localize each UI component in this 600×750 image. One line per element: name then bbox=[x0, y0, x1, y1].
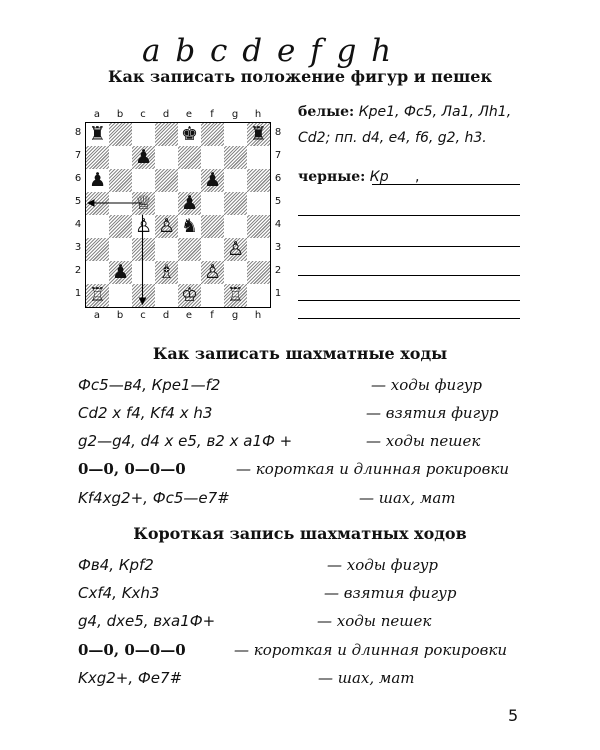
file-label-top: e bbox=[185, 109, 193, 120]
move-description: — короткая и длинная рокировки bbox=[236, 460, 509, 478]
move-description: — ходы пешек bbox=[366, 432, 481, 450]
chess-piece: ♕ bbox=[134, 192, 153, 214]
black-label: черные: bbox=[298, 169, 366, 185]
rank-label-left: 4 bbox=[74, 219, 82, 230]
move-notation: 0—0, 0—0—0 bbox=[78, 460, 186, 478]
chess-piece: ♟ bbox=[88, 169, 107, 191]
square-b3 bbox=[109, 238, 132, 261]
move-notation: Фв4, Крf2 bbox=[78, 556, 154, 574]
answer-line-2 bbox=[298, 215, 520, 216]
file-label-bottom: c bbox=[140, 310, 146, 321]
rank-label-left: 5 bbox=[74, 196, 82, 207]
square-a5 bbox=[86, 192, 109, 215]
rank-label-right: 3 bbox=[274, 242, 282, 253]
move-description: — шах, мат bbox=[318, 669, 415, 687]
square-a3 bbox=[86, 238, 109, 261]
square-d5 bbox=[155, 192, 178, 215]
move-description: — взятия фигур bbox=[324, 584, 457, 602]
rank-label-right: 6 bbox=[274, 173, 282, 184]
square-b8 bbox=[109, 123, 132, 146]
square-f4 bbox=[201, 215, 224, 238]
answer-line-6 bbox=[298, 318, 520, 319]
square-c5 bbox=[132, 192, 155, 215]
page-number: 5 bbox=[508, 706, 519, 725]
notation-row bbox=[0, 556, 600, 582]
rank-label-right: 7 bbox=[274, 150, 282, 161]
chess-piece: ♟ bbox=[180, 192, 199, 214]
chess-piece: ♔ bbox=[180, 284, 199, 306]
square-e6 bbox=[178, 169, 201, 192]
square-c7 bbox=[132, 146, 155, 169]
notation-row bbox=[0, 584, 600, 610]
file-label-bottom: b bbox=[116, 310, 124, 321]
square-e5 bbox=[178, 192, 201, 215]
square-c4 bbox=[132, 215, 155, 238]
notation-row bbox=[0, 432, 600, 458]
move-description: — ходы пешек bbox=[317, 612, 432, 630]
black-comma: , bbox=[415, 169, 420, 185]
square-f7 bbox=[201, 146, 224, 169]
square-a8 bbox=[86, 123, 109, 146]
file-label-top: b bbox=[116, 109, 124, 120]
white-pieces-text-2: Cd2; пп. d4, e4, f6, g2, h3. bbox=[298, 130, 487, 146]
rank-label-left: 8 bbox=[74, 127, 82, 138]
square-d4 bbox=[155, 215, 178, 238]
chess-piece: ♖ bbox=[226, 284, 245, 306]
square-h6 bbox=[247, 169, 270, 192]
square-c6 bbox=[132, 169, 155, 192]
square-e3 bbox=[178, 238, 201, 261]
section-title-position: Как записать положение фигур и пешек bbox=[107, 67, 492, 86]
square-g3 bbox=[224, 238, 247, 261]
square-e8 bbox=[178, 123, 201, 146]
square-b1 bbox=[109, 284, 132, 307]
chess-piece: ♚ bbox=[180, 123, 199, 145]
white-pieces-text: Кре1, Фс5, Ла1, Лh1, bbox=[358, 104, 512, 120]
move-description: — взятия фигур bbox=[366, 404, 499, 422]
file-label-bottom: h bbox=[254, 310, 262, 321]
rank-label-right: 5 bbox=[274, 196, 282, 207]
chess-piece: ♙ bbox=[134, 215, 153, 237]
chess-piece: ♟ bbox=[203, 169, 222, 191]
square-a7 bbox=[86, 146, 109, 169]
move-notation: g4, dxe5, вxа1Ф+ bbox=[78, 612, 216, 630]
move-description: — шах, мат bbox=[359, 489, 456, 507]
square-b4 bbox=[109, 215, 132, 238]
chess-piece: ♜ bbox=[249, 123, 268, 145]
notation-row bbox=[0, 404, 600, 430]
square-b2 bbox=[109, 261, 132, 284]
notation-row bbox=[0, 376, 600, 402]
square-f2 bbox=[201, 261, 224, 284]
square-h5 bbox=[247, 192, 270, 215]
file-label-top: a bbox=[93, 109, 101, 120]
move-notation: Cxf4, Kxh3 bbox=[78, 584, 160, 602]
square-g2 bbox=[224, 261, 247, 284]
file-label-top: g bbox=[231, 109, 239, 120]
black-position-line bbox=[298, 169, 420, 185]
square-f5 bbox=[201, 192, 224, 215]
move-description: — ходы фигур bbox=[327, 556, 439, 574]
square-h2 bbox=[247, 261, 270, 284]
rank-label-right: 1 bbox=[274, 288, 282, 299]
square-a1 bbox=[86, 284, 109, 307]
square-e4 bbox=[178, 215, 201, 238]
rank-label-right: 2 bbox=[274, 265, 282, 276]
file-label-bottom: e bbox=[185, 310, 193, 321]
square-b5 bbox=[109, 192, 132, 215]
square-h3 bbox=[247, 238, 270, 261]
answer-line-3 bbox=[298, 246, 520, 247]
square-g1 bbox=[224, 284, 247, 307]
file-label-bottom: d bbox=[162, 310, 170, 321]
square-d1 bbox=[155, 284, 178, 307]
file-label-bottom: f bbox=[210, 310, 214, 321]
chess-piece: ♙ bbox=[203, 261, 222, 283]
move-notation: 0—0, 0—0—0 bbox=[78, 641, 186, 659]
rank-label-left: 6 bbox=[74, 173, 82, 184]
answer-line-4 bbox=[298, 275, 520, 276]
move-description: — ходы фигур bbox=[371, 376, 483, 394]
square-c1 bbox=[132, 284, 155, 307]
square-f8 bbox=[201, 123, 224, 146]
black-king-text: Кр bbox=[369, 169, 389, 185]
section-title-short-notation: Короткая запись шахматных ходов bbox=[133, 524, 467, 543]
square-d8 bbox=[155, 123, 178, 146]
notation-row bbox=[0, 489, 600, 515]
chess-piece: ♙ bbox=[157, 215, 176, 237]
file-label-top: h bbox=[254, 109, 262, 120]
square-a4 bbox=[86, 215, 109, 238]
rank-label-right: 8 bbox=[274, 127, 282, 138]
square-f1 bbox=[201, 284, 224, 307]
square-h1 bbox=[247, 284, 270, 307]
square-g5 bbox=[224, 192, 247, 215]
square-d7 bbox=[155, 146, 178, 169]
square-c3 bbox=[132, 238, 155, 261]
notation-row bbox=[0, 612, 600, 638]
notation-row bbox=[0, 641, 600, 667]
chess-piece: ♞ bbox=[180, 215, 199, 237]
notation-row bbox=[0, 669, 600, 695]
move-notation: Kf4xg2+, Фс5—е7# bbox=[78, 489, 230, 507]
chess-piece: ♖ bbox=[88, 284, 107, 306]
file-label-bottom: g bbox=[231, 310, 239, 321]
square-g6 bbox=[224, 169, 247, 192]
white-position-line2 bbox=[298, 130, 487, 146]
rank-label-left: 3 bbox=[74, 242, 82, 253]
chess-piece: ♙ bbox=[226, 238, 245, 260]
square-c8 bbox=[132, 123, 155, 146]
square-h8 bbox=[247, 123, 270, 146]
square-a6 bbox=[86, 169, 109, 192]
file-label-bottom: a bbox=[93, 310, 101, 321]
move-notation: Kxg2+, Фе7# bbox=[78, 669, 183, 687]
square-e1 bbox=[178, 284, 201, 307]
file-label-top: f bbox=[210, 109, 214, 120]
square-g4 bbox=[224, 215, 247, 238]
answer-line-1 bbox=[372, 184, 520, 185]
square-f6 bbox=[201, 169, 224, 192]
square-e7 bbox=[178, 146, 201, 169]
file-label-top: c bbox=[140, 109, 146, 120]
white-position-line1 bbox=[298, 104, 511, 120]
move-description: — короткая и длинная рокировки bbox=[234, 641, 507, 659]
chess-board bbox=[85, 122, 271, 308]
square-d3 bbox=[155, 238, 178, 261]
rank-label-left: 7 bbox=[74, 150, 82, 161]
move-notation: Cd2 x f4, Kf4 x h3 bbox=[78, 404, 213, 422]
move-notation: g2—g4, d4 x e5, в2 x а1Ф + bbox=[78, 432, 293, 450]
alphabet-letters: a b c d e f g h bbox=[142, 33, 393, 69]
square-h4 bbox=[247, 215, 270, 238]
square-g8 bbox=[224, 123, 247, 146]
square-a2 bbox=[86, 261, 109, 284]
square-d6 bbox=[155, 169, 178, 192]
chess-piece: ♟ bbox=[111, 261, 130, 283]
square-b7 bbox=[109, 146, 132, 169]
rank-label-left: 2 bbox=[74, 265, 82, 276]
square-f3 bbox=[201, 238, 224, 261]
square-d2 bbox=[155, 261, 178, 284]
chess-piece: ♜ bbox=[88, 123, 107, 145]
answer-line-5 bbox=[298, 300, 520, 301]
chess-piece: ♟ bbox=[134, 146, 153, 168]
white-label: белые: bbox=[298, 104, 355, 120]
square-b6 bbox=[109, 169, 132, 192]
notation-row bbox=[0, 460, 600, 486]
square-h7 bbox=[247, 146, 270, 169]
square-g7 bbox=[224, 146, 247, 169]
section-title-moves: Как записать шахматные ходы bbox=[152, 344, 448, 363]
chess-piece: ♗ bbox=[157, 261, 176, 283]
move-notation: Фс5—в4, Кре1—f2 bbox=[78, 376, 221, 394]
square-e2 bbox=[178, 261, 201, 284]
rank-label-right: 4 bbox=[274, 219, 282, 230]
file-label-top: d bbox=[162, 109, 170, 120]
chess-board-diagram bbox=[72, 109, 286, 329]
rank-label-left: 1 bbox=[74, 288, 82, 299]
square-c2 bbox=[132, 261, 155, 284]
